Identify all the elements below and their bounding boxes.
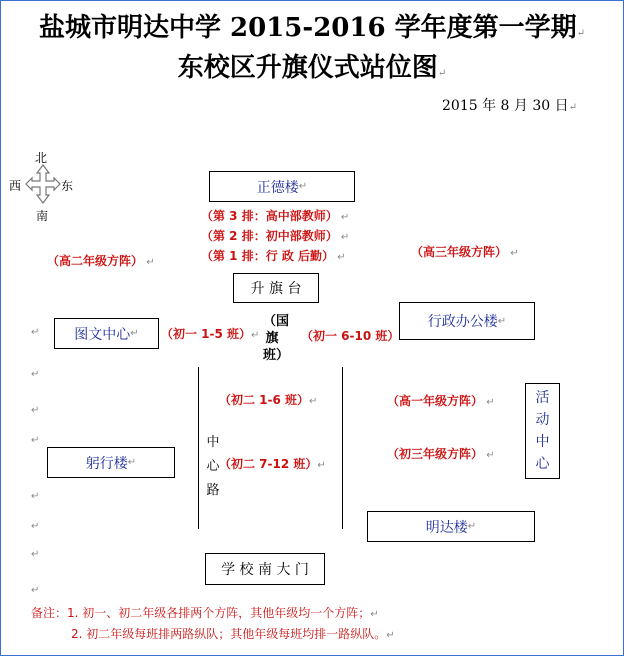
compass-arrows-icon [25,164,61,204]
road-left-edge [198,367,199,529]
junior2-classes-7-12: （初二 7-12 班）↵ [219,457,326,471]
note-line-2: 2. 初二年级每班排两路纵队；其他年级每班均排一路纵队。↵ [71,627,395,641]
library-building: 图文中心 ↵ [54,318,159,349]
compass-west: 西 [9,179,22,193]
row-2-teachers: （第 2 排：初中部教师） ↵ [201,229,350,243]
title-line-2: 东校区升旗仪式站位图↵ [177,53,447,83]
row-1-admin: （第 1 排：行 政 后勤） ↵ [201,249,346,263]
note-line-1: 备注：1. 初一、初二年级各排两个方阵，其他年级均一个方阵；↵ [31,606,379,620]
junior1-classes-6-10: （初一 6-10 班） [301,329,400,343]
senior1-formation: （高一年级方阵） ↵ [387,394,495,408]
row-3-teachers: （第 3 排：高中部教师） ↵ [201,209,350,223]
road-right-edge [342,367,343,529]
diagram-page: 盐城市明达中学 2015-2016 学年度第一学期↵ 东校区升旗仪式站位图↵ 2015 年 8 月 30 日↵ 北 西 东 南 正德楼 ↵ （第 3 排：高中部教师） ↵ （第 2 排：初中部教师） ↵ （第 1 排：行 政 后勤） ↵ （高二年级方阵） ↵ （高三年级方阵） ↵ 升 旗 台 图文中心 ↵ （初一 1-5 班）↵ （国旗班） （初一 6-10 班） 行政办公楼 ↵ （初二 1-6 班）↵ （初二 7-12 班）↵ 中心路 （高一年级方阵） ↵ （初三年级方阵） ↵ 躬行楼 ↵ 活动中心 明达楼 ↵ 学 校 南 大 门 ↵ ↵ ↵ ↵ ↵ ↵ ↵ ↵ 备注：1. 初一、初二年级各排两个方阵，其他年级均一个方阵；↵ 2. 初二年级每班排两路纵队；其他年级每班均排一路纵队。↵ [0,0,624,656]
junior2-classes-1-6: （初二 1-6 班）↵ [219,393,318,407]
compass-north: 北 [35,151,48,165]
date: 2015 年 8 月 30 日↵ [442,98,577,114]
senior3-formation: （高三年级方阵） ↵ [411,245,519,259]
senior2-formation: （高二年级方阵） ↵ [47,254,155,268]
flag-platform: 升 旗 台 [233,273,319,303]
title-line-1: 盐城市明达中学 2015-2016 学年度第一学期↵ [38,13,585,43]
compass-east: 东 [61,179,74,193]
junior1-classes-1-5: （初一 1-5 班）↵ [161,327,260,341]
gym-building: 躬行楼 ↵ [47,447,175,478]
compass-south: 南 [36,209,49,223]
flag-team: （国旗班） [263,314,290,363]
zhengde-building: 正德楼 ↵ [209,171,355,202]
activity-center-building: 活动中心 [525,383,560,479]
admin-building: 行政办公楼 ↵ [399,302,535,340]
junior3-formation: （初三年级方阵） ↵ [387,447,495,461]
mingda-building: 明达楼 ↵ [367,511,535,542]
south-gate: 学 校 南 大 门 [205,553,325,585]
central-road-label: 中心路 [206,435,220,498]
